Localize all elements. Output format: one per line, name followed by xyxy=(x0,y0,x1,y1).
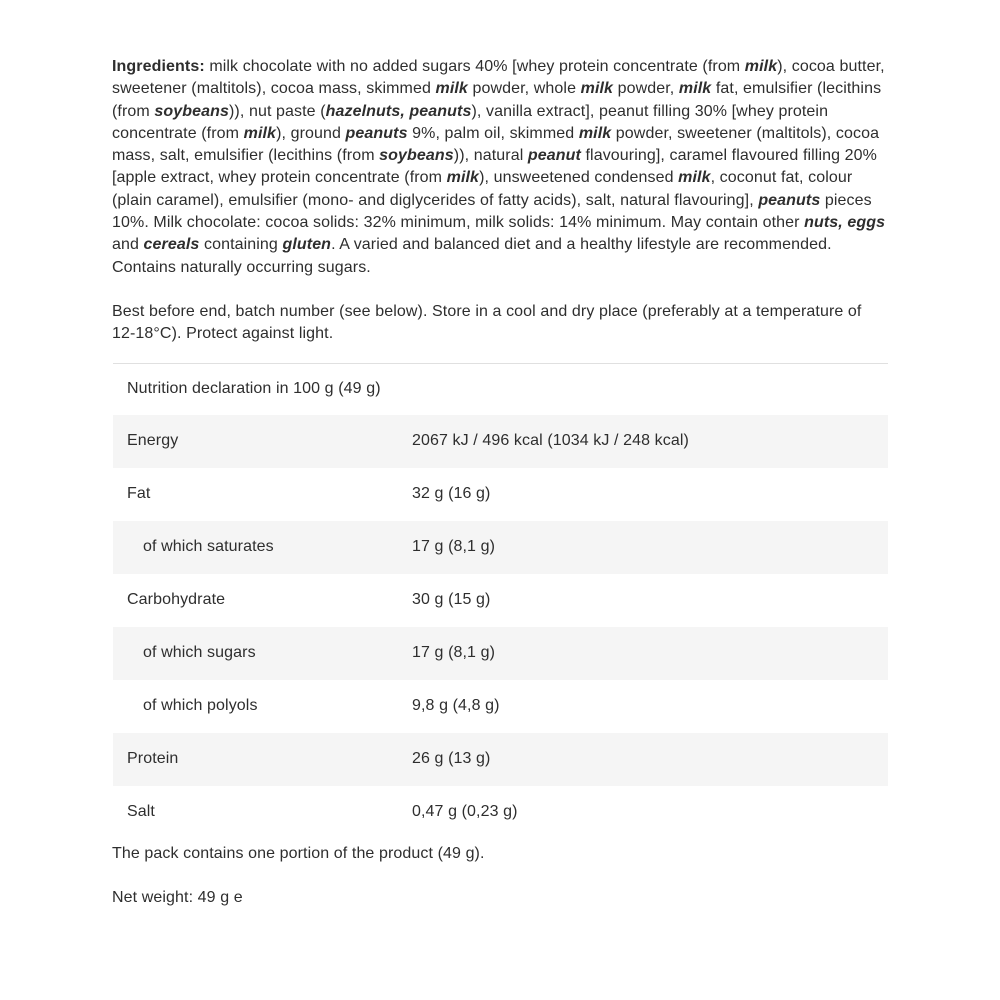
text-segment: peanut xyxy=(527,147,581,165)
row-label-protein: Protein xyxy=(127,750,179,768)
text-segment: milk xyxy=(578,124,612,142)
text-segment: pieces 10%. Milk chocolate: cocoa solids: 32% minimum, milk solids: 14% minimum. May contain other xyxy=(112,191,872,232)
text-segment: nuts, eggs xyxy=(804,214,886,232)
storage-instructions-paragraph: Best before end, batch number (see below). Store in a cool and dry place (preferably at a temperature of 12-18°C). Protect against light. xyxy=(112,302,862,343)
row-value-sugars: 17 g (8,1 g) xyxy=(412,644,496,662)
text-segment: . A varied and balanced diet and a healthy lifestyle are recommended. Contains naturally occurring sugars. xyxy=(112,236,832,276)
row-value-fat: 32 g (16 g) xyxy=(412,485,491,503)
row-value-salt: 0,47 g (0,23 g) xyxy=(412,803,518,821)
text-segment: milk xyxy=(678,169,711,187)
row-label-energy: Energy xyxy=(127,432,179,450)
text-segment: milk xyxy=(446,169,480,187)
row-value-protein: 26 g (13 g) xyxy=(412,750,491,768)
text-segment: ), cocoa butter, sweetener (maltitols), cocoa mass, skimmed xyxy=(112,58,885,98)
text-segment: soybeans xyxy=(379,147,454,165)
text-segment: )), nut paste ( xyxy=(229,102,326,120)
row-label-saturates: of which saturates xyxy=(143,538,274,556)
text-segment: gluten xyxy=(282,236,332,254)
text-segment: milk xyxy=(744,58,778,75)
text-segment: and xyxy=(112,236,144,254)
text-segment: soybeans xyxy=(154,102,229,120)
text-segment: Ingredients: xyxy=(112,58,210,75)
text-segment: cereals xyxy=(143,236,200,254)
nutrition-table-header-row xyxy=(113,364,888,415)
row-label-sugars: of which sugars xyxy=(143,644,256,662)
table-row-carbohydrate xyxy=(113,574,888,627)
table-row-energy xyxy=(113,415,888,468)
text-segment: peanuts xyxy=(345,124,408,142)
text-segment: flavouring], caramel flavoured filling 20% [apple extract, whey protein concentrate (from xyxy=(112,147,877,187)
text-segment: ), vanilla extract], peanut filling 30% [whey protein concentrate (from xyxy=(112,102,829,142)
text-segment: milk xyxy=(580,80,614,98)
text-segment: milk chocolate with no added sugars 40% [whey protein concentrate (from xyxy=(209,58,745,75)
text-segment: powder, xyxy=(613,80,679,98)
row-label-polyols: of which polyols xyxy=(143,697,258,715)
text-segment: milk xyxy=(243,124,277,142)
text-segment: hazelnuts, peanuts xyxy=(325,102,472,120)
row-label-carbohydrate: Carbohydrate xyxy=(127,591,226,609)
table-row-fat xyxy=(113,468,888,521)
row-label-salt: Salt xyxy=(127,803,155,821)
table-row-salt xyxy=(113,786,888,839)
text-segment: fat, emulsifier (lecithins (from xyxy=(112,80,882,120)
row-value-energy: 2067 kJ / 496 kcal (1034 kJ / 248 kcal) xyxy=(412,432,689,450)
text-segment: milk xyxy=(678,80,712,98)
table-row-saturates xyxy=(113,521,888,574)
row-value-carbohydrate: 30 g (15 g) xyxy=(412,591,491,609)
table-row-protein xyxy=(113,733,888,786)
text-segment: containing xyxy=(199,236,283,254)
ingredients-paragraph xyxy=(112,56,888,279)
row-value-polyols: 9,8 g (4,8 g) xyxy=(412,697,500,715)
text-segment: )), natural xyxy=(453,147,528,165)
text-segment: ), ground xyxy=(276,124,346,142)
text-segment: 9%, palm oil, skimmed xyxy=(407,124,579,142)
text-segment: powder, sweetener (maltitols), cocoa mass, salt, emulsifier (lecithins (from xyxy=(112,124,880,165)
text-segment: , coconut fat, colour (plain caramel), emulsifier (mono- and diglycerides of fatty acids), salt, natural flavouring], xyxy=(112,169,853,209)
table-row-sugars xyxy=(113,627,888,680)
text-segment: peanuts xyxy=(758,191,821,209)
table-row-polyols xyxy=(113,680,888,733)
text-segment: milk xyxy=(435,80,468,98)
text-segment: powder, whole xyxy=(467,80,581,98)
product-label-page xyxy=(112,56,888,909)
nutrition-table xyxy=(113,363,888,839)
row-value-saturates: 17 g (8,1 g) xyxy=(412,538,496,556)
net-weight-note: Net weight: 49 g e xyxy=(112,888,243,906)
row-label-fat: Fat xyxy=(127,485,151,503)
nutrition-table-title: Nutrition declaration in 100 g (49 g) xyxy=(127,380,381,398)
text-segment: ), unsweetened condensed xyxy=(479,169,679,187)
portion-note: The pack contains one portion of the product (49 g). xyxy=(112,844,485,862)
